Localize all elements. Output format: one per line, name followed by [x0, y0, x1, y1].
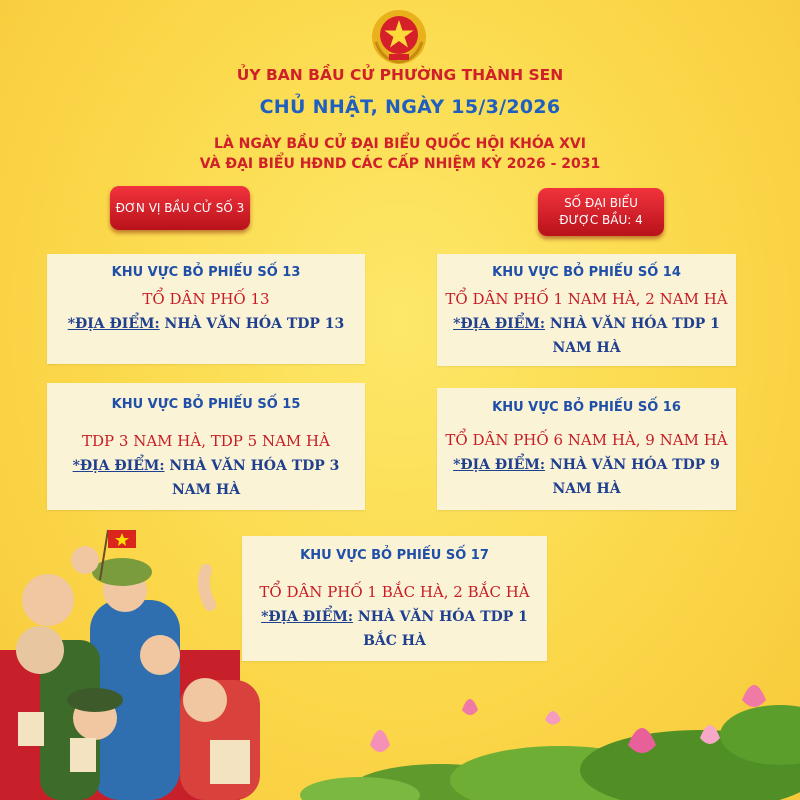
unit-badge-label: ĐƠN VỊ BẦU CỬ SỐ 3 — [115, 201, 245, 215]
committee-title: ỦY BAN BẦU CỬ PHƯỜNG THÀNH SEN — [236, 66, 564, 84]
area-title: KHU VỰC BỎ PHIẾU SỐ 15 — [111, 397, 301, 412]
area-title: KHU VỰC BỎ PHIẾU SỐ 13 — [111, 265, 301, 280]
area-title: KHU VỰC BỎ PHIẾU SỐ 17 — [300, 548, 489, 563]
location-place-line-2: NAM HÀ — [171, 482, 241, 498]
location-place-line-1: NHÀ VĂN HÓA TDP 13 — [164, 316, 345, 332]
people-group — [0, 546, 260, 800]
description-line-2: VÀ ĐẠI BIỂU HĐND CÁC CẤP NHIỆM KỲ 2026 - 2031 — [199, 156, 601, 172]
location-place-line-1: NHÀ VĂN HÓA TDP 3 — [169, 458, 340, 474]
location-place-line-2: NAM HÀ — [552, 481, 621, 497]
location-label: *ĐỊA ĐIỂM: — [261, 609, 354, 625]
location-place-line-1: NHÀ VĂN HÓA TDP 9 — [549, 457, 720, 473]
area-district: TDP 3 NAM HÀ, TDP 5 NAM HÀ — [82, 432, 330, 450]
location-place-line-1: NHÀ VĂN HÓA TDP 1 — [549, 316, 720, 332]
area-title: KHU VỰC BỎ PHIẾU SỐ 16 — [492, 400, 681, 415]
election-date: CHỦ NHẬT, NGÀY 15/3/2026 — [259, 96, 561, 118]
location-label: *ĐỊA ĐIỂM: — [453, 316, 546, 332]
location-place-line-2: NAM HÀ — [552, 340, 621, 356]
lotus-flower-icon — [370, 685, 766, 753]
location-label: *ĐỊA ĐIỂM: — [72, 458, 165, 474]
area-title: KHU VỰC BỎ PHIẾU SỐ 14 — [492, 265, 681, 280]
description-line-1: LÀ NGÀY BẦU CỬ ĐẠI BIỂU QUỐC HỘI KHÓA XVI — [214, 136, 586, 152]
location-label: *ĐỊA ĐIỂM: — [453, 457, 546, 473]
area-district: TỔ DÂN PHỐ 1 NAM HÀ, 2 NAM HÀ — [445, 290, 728, 308]
location-place-line-2: BẮC HÀ — [363, 633, 426, 649]
location-place-line-1: NHÀ VĂN HÓA TDP 1 — [357, 609, 528, 625]
delegates-badge-line-1: SỐ ĐẠI BIỂU — [564, 196, 638, 210]
area-district: TỔ DÂN PHỐ 13 — [142, 290, 270, 308]
area-district: TỔ DÂN PHỐ 6 NAM HÀ, 9 NAM HÀ — [445, 431, 728, 449]
location-label: *ĐỊA ĐIỂM: — [67, 316, 160, 332]
delegates-badge-line-2: ĐƯỢC BẦU: 4 — [559, 213, 643, 227]
area-district: TỔ DÂN PHỐ 1 BẮC HÀ, 2 BẮC HÀ — [259, 583, 530, 601]
